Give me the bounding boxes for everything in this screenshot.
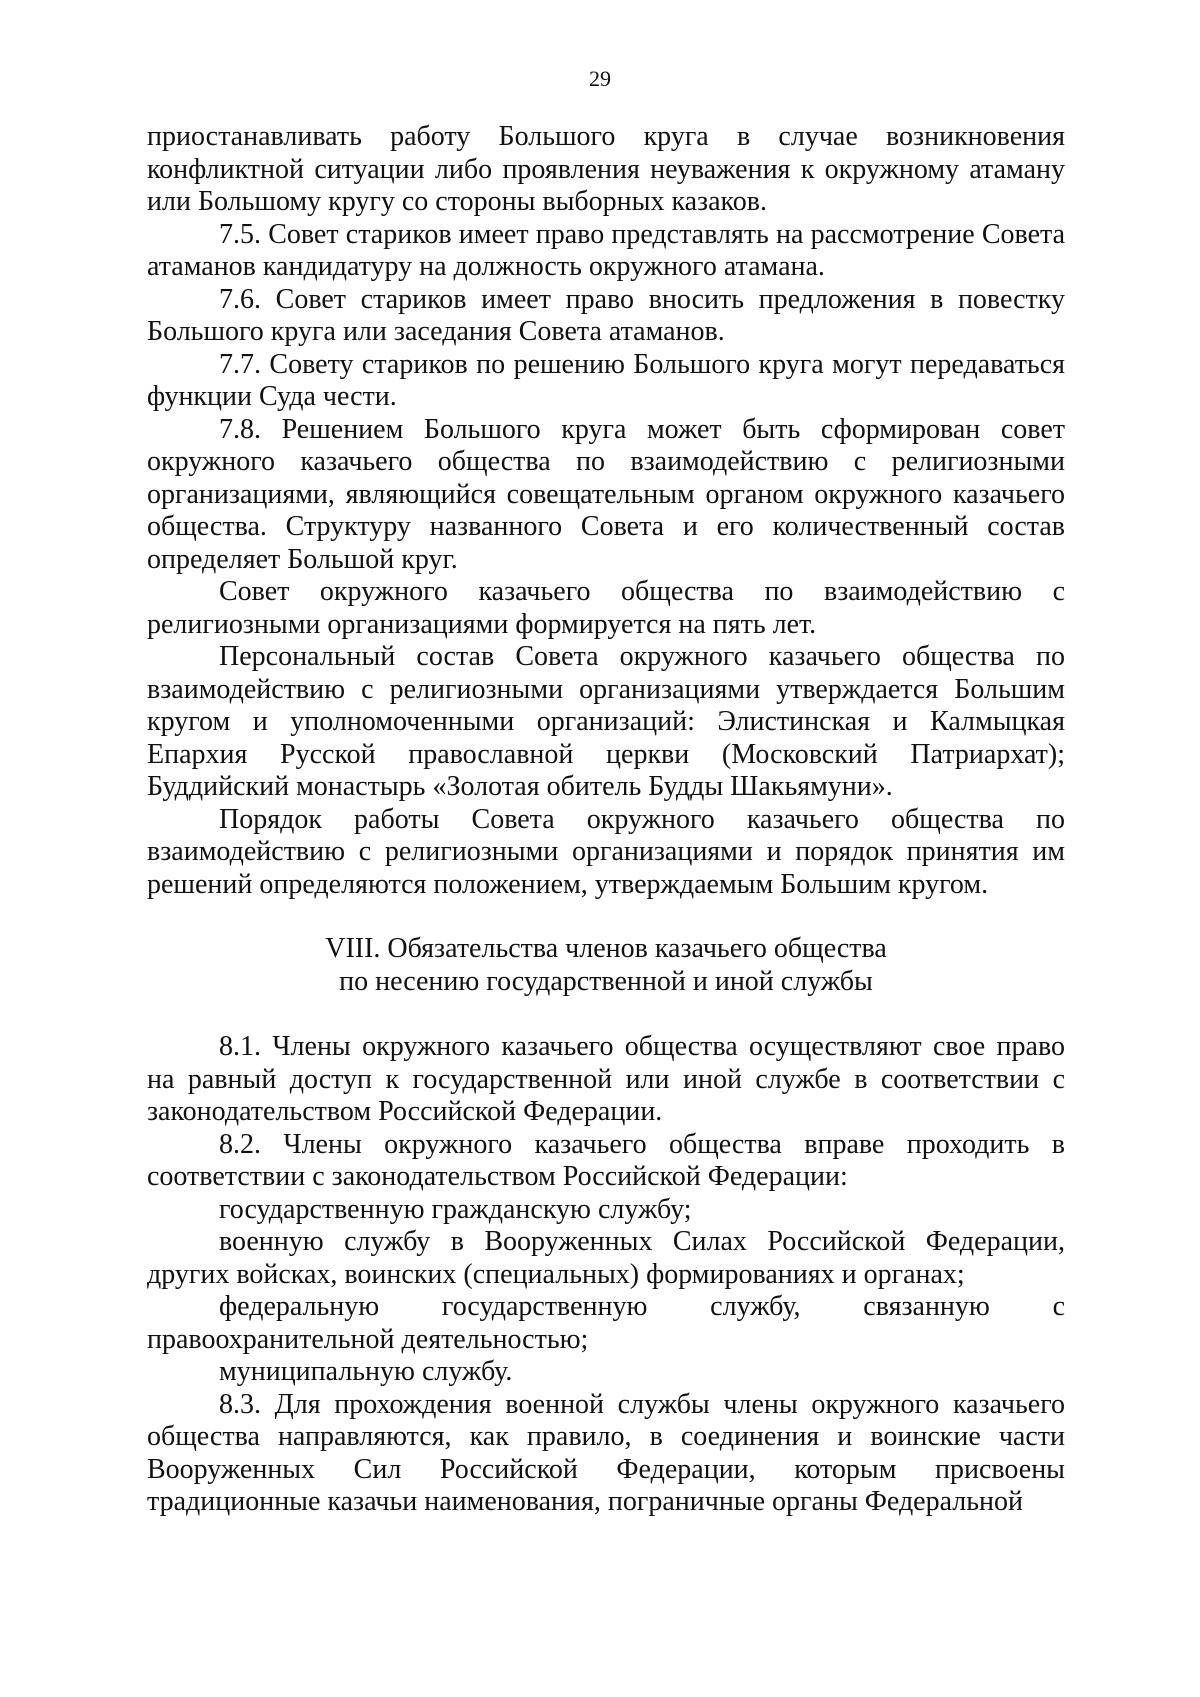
document-body [147, 121, 1065, 1519]
section-heading-line: VIII. Обязательства членов казачьего общества [325, 933, 887, 964]
paragraph: 7.7. Совету стариков по решению Большого круга могут передаваться функции Суда чести. [147, 348, 1065, 412]
paragraph: государственную гражданскую службу; [219, 1193, 692, 1225]
paragraph: 8.2. Члены окружного казачьего общества вправе проходить в соответствии с законодательством Российской Федерации: [147, 1128, 1065, 1192]
paragraph: 7.6. Совет стариков имеет право вносить предложения в повестку Большого круга или заседания Совета атаманов. [147, 283, 1065, 347]
section-heading-line: по несению государственной и иной службы [339, 965, 873, 997]
paragraph: 7.8. Решением Большого круга может быть сформирован совет окружного казачьего общества по взаимодействию с религиозными организациями, являющийся совещательным органом окружного казачьего общества. Структуру названного Совета и его количественный состав определяет Большой круг. [147, 413, 1065, 575]
paragraph: Персональный состав Совета окружного казачьего общества по взаимодействию с религиозными организациями утверждается Большим кругом и уполномоченными организаций: Элистинская и Калмыцкая Епархия Русской православной церкви (Московский Патриархат); Буддийский монастырь «Золотая обитель Будды Шакьямуни». [147, 641, 1065, 802]
paragraph: федеральную государственную службу, связанную с правоохранительной деятельностью; [147, 1291, 1065, 1355]
page-number: 29 [589, 66, 611, 91]
paragraph: Совет окружного казачьего общества по взаимодействию с религиозными организациями формируется на пять лет. [147, 576, 1065, 640]
paragraph: военную службу в Вооруженных Силах Российской Федерации, других войсках, воинских (специальных) формированиях и органах; [147, 1226, 1065, 1290]
paragraph: 8.3. Для прохождения военной службы члены окружного казачьего общества направляются, как правило, в соединения и воинские части Вооруженных Сил Российской Федерации, которым присвоены традиционные казачьи наименования, пограничные органы Федеральной [147, 1388, 1065, 1517]
section-heading [147, 933, 1065, 998]
paragraph: приостанавливать работу Большого круга в случае возникновения конфликтной ситуации либо проявления неуважения к окружному атаману или Большому кругу со стороны выборных казаков. [147, 121, 1065, 217]
paragraph: 8.1. Члены окружного казачьего общества осуществляют свое право на равный доступ к государственной или иной службе в соответствии с законодательством Российской Федерации. [147, 1031, 1065, 1127]
paragraph: Порядок работы Совета окружного казачьего общества по взаимодействию с религиозными организациями и порядок принятия им решений определяются положением, утверждаемым Большим кругом. [147, 803, 1065, 900]
paragraph: муниципальную службу. [219, 1356, 513, 1387]
paragraph: 7.5. Совет стариков имеет право представлять на рассмотрение Совета атаманов кандидатуру на должность окружного атамана. [147, 218, 1065, 282]
